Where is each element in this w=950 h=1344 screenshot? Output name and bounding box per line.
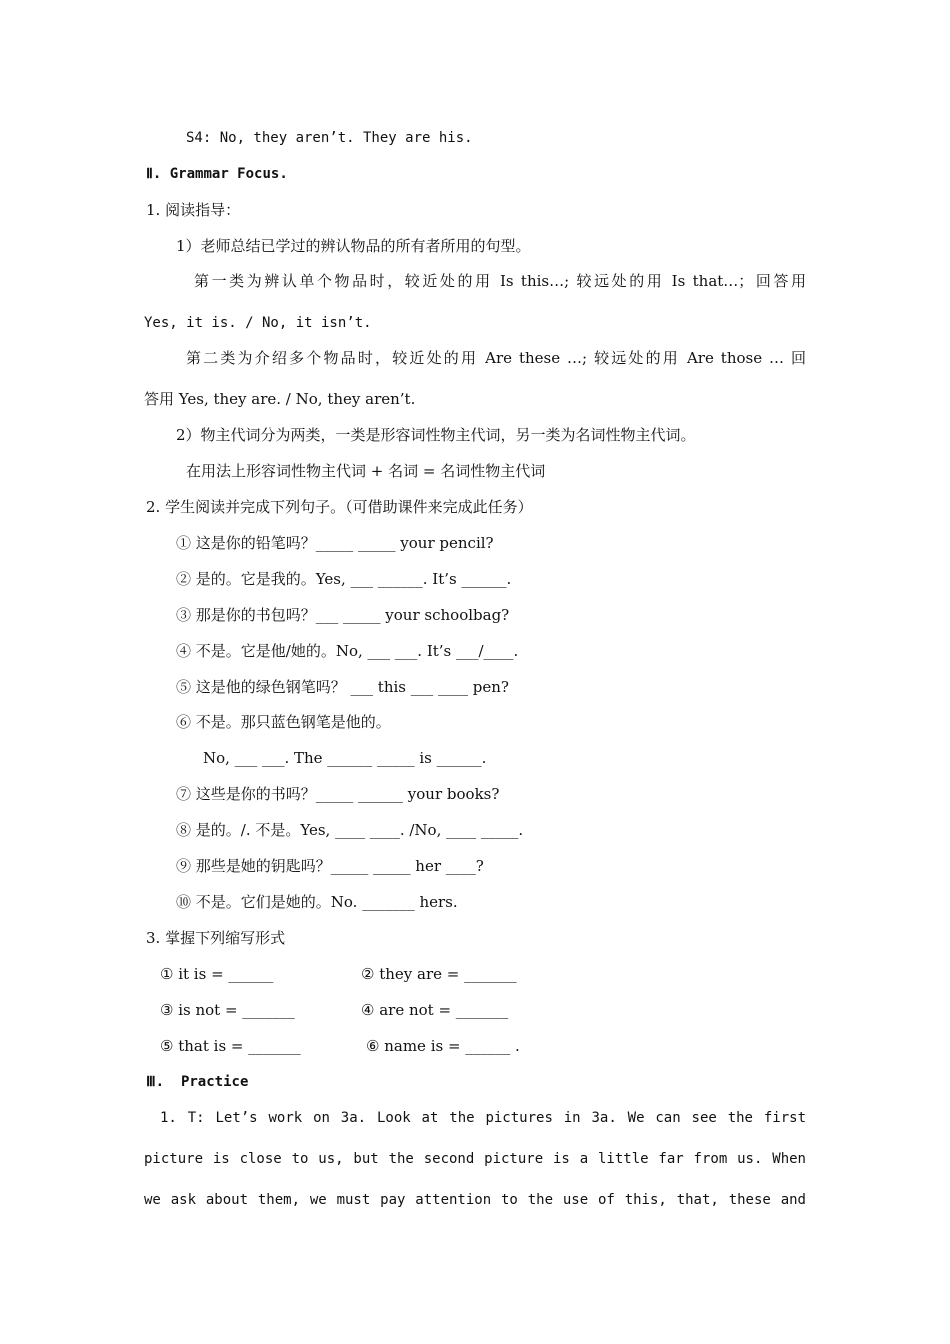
guide-point-2-rule: 在用法上形容词性物主代词 + 名词 = 名词性物主代词 [186,462,546,480]
exercise-item-5: ⑤ 这是他的绿色钢笔吗？ ___ this ___ ____ pen? [176,678,509,696]
guide-type-1: 第一类为辨认单个物品时，较近处的用 Is this…; 较远处的用 Is that…；回答用 [194,272,806,290]
exercise-item-6: ⑥ 不是。那只蓝色钢笔是他的。 [176,713,391,731]
task-contractions: 3. 掌握下列缩写形式 [146,929,286,947]
exercise-item-1: ① 这是你的铅笔吗？_____ _____ your pencil? [176,534,494,552]
contraction-item-4: ④ are not = _______ [361,1001,509,1019]
task-reading-guide: 1. 阅读指导： [146,201,241,219]
practice-paragraph-line-1: 1. T: Let’s work on 3a. Look at the pictures in 3a. We can see the first [160,1110,806,1126]
guide-type-2: 第二类为介绍多个物品时，较近处的用 Are these …; 较远处的用 Are those … 回 [186,349,806,367]
contraction-item-5: ⑤ that is = _______ [160,1037,301,1055]
exercise-item-9: ⑨ 那些是她的钥匙吗？_____ _____ her ____? [176,857,484,875]
contraction-item-1: ① it is = ______ [160,965,274,983]
exercise-item-8: ⑧ 是的。/. 不是。Yes, ____ ____. /No, ____ _____. [176,821,524,839]
dialogue-line-s4: S4: No, they aren’t. They are his. [186,130,473,146]
exercise-item-10: ⑩ 不是。它们是她的。No. _______ hers. [176,893,458,911]
task-complete-sentences: 2. 学生阅读并完成下列句子。（可借助课件来完成此任务） [146,498,533,516]
section-heading-practice: Ⅲ. Practice [146,1074,249,1090]
contraction-item-2: ② they are = _______ [361,965,517,983]
guide-type-1-answer: Yes, it is. / No, it isn’t. [144,315,372,331]
exercise-item-7: ⑦ 这些是你的书吗？_____ ______ your books? [176,785,500,803]
exercise-item-6-answer: No, ___ ___. The ______ _____ is ______. [203,749,487,767]
contraction-item-3: ③ is not = _______ [160,1001,295,1019]
practice-paragraph-line-2: picture is close to us, but the second picture is a little far from us. When [144,1151,806,1167]
exercise-item-4: ④ 不是。它是他/她的。No, ___ ___. It’s ___/____. [176,642,519,660]
guide-point-2: 2）物主代词分为两类，一类是形容词性物主代词，另一类为名词性物主代词。 [176,426,696,444]
exercise-item-2: ② 是的。它是我的。Yes, ___ ______. It’s ______. [176,570,512,588]
guide-type-2-answer: 答用 Yes, they are. / No, they aren’t. [144,390,416,408]
guide-point-1: 1）老师总结已学过的辨认物品的所有者所用的句型。 [176,237,531,255]
exercise-item-3: ③ 那是你的书包吗？___ _____ your schoolbag? [176,606,510,624]
section-heading-grammar-focus: Ⅱ. Grammar Focus. [146,166,288,182]
practice-paragraph-line-3: we ask about them, we must pay attention to the use of this, that, these and [144,1192,806,1208]
contraction-item-6: ⑥ name is = ______ . [366,1037,520,1055]
